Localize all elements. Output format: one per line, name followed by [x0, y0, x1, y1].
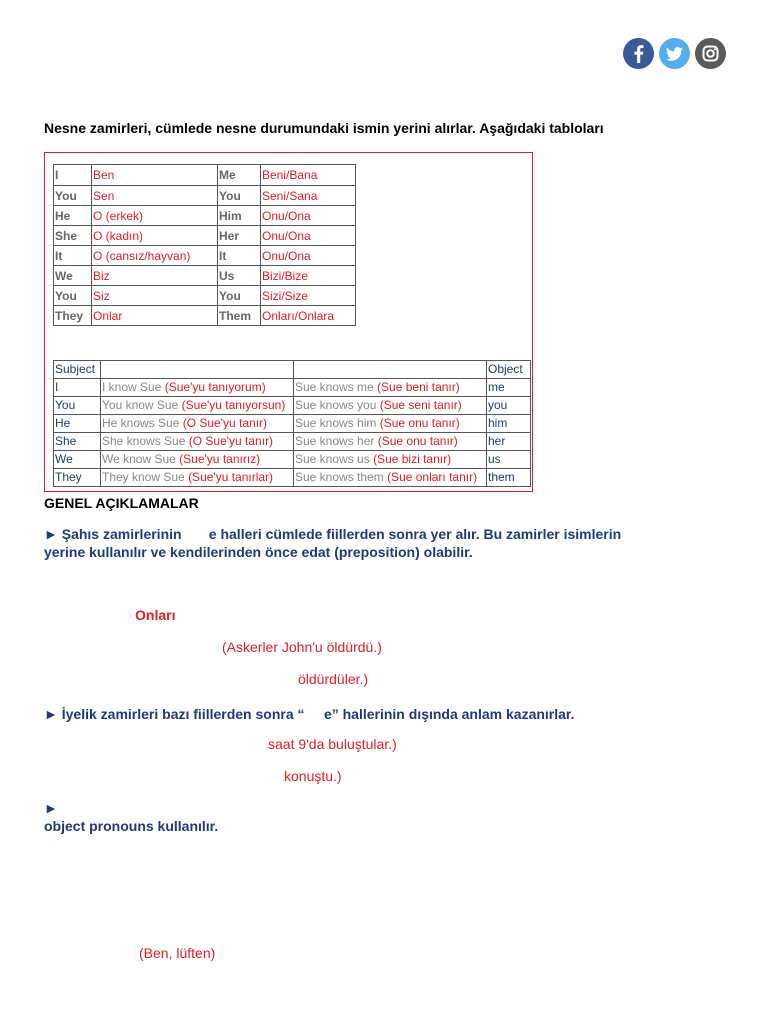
table-cell: Them: [218, 306, 261, 326]
table-cell: [294, 379, 487, 397]
object-pronoun: us: [488, 452, 501, 466]
table-cell: Ben: [92, 165, 218, 186]
paragraph-1-line-1: ► Şahıs zamirlerinin e halleri cümlede fiillerden sonra yer alır. Bu zamirler isimlerin: [44, 526, 622, 542]
example-sentence: He knows Sue: [102, 416, 180, 430]
example-sentence: We know Sue: [102, 452, 176, 466]
subject-pronoun: I: [55, 380, 59, 394]
table-cell: Onu/Ona: [261, 206, 356, 226]
example-sentence: Sue knows them: [295, 470, 384, 484]
facebook-icon[interactable]: [623, 38, 654, 69]
example-translation: (O Sue'yu tanır): [188, 434, 274, 448]
example-sentence: You know Sue: [102, 398, 179, 412]
table-cell: Sizi/Size: [261, 286, 356, 306]
table-row: [54, 165, 356, 186]
table-cell: [487, 379, 531, 397]
table-cell: Siz: [92, 286, 218, 306]
table-row: [54, 306, 356, 326]
section-heading: GENEL AÇIKLAMALAR: [44, 495, 199, 511]
table-cell: [54, 415, 101, 433]
table-cell: [54, 433, 101, 451]
object-pronoun: me: [488, 380, 505, 394]
table-cell: Onları/Onlara: [261, 306, 356, 326]
table-cell: [54, 397, 101, 415]
table-cell: Him: [218, 206, 261, 226]
paragraph-3-line-1: ►: [44, 800, 58, 816]
table-cell: [101, 433, 294, 451]
table-cell: [487, 433, 531, 451]
table-cell: [54, 469, 101, 487]
table-row: [54, 379, 531, 397]
table-row: [54, 397, 531, 415]
subject-pronoun: They: [55, 470, 82, 484]
example-translation: (Sue'yu tanırlar): [188, 470, 274, 484]
table-header-row: [54, 361, 531, 379]
example-translation: (Sue'yu tanıyorum): [164, 380, 266, 394]
table-row: [54, 469, 531, 487]
example-table: [53, 360, 531, 487]
table-cell: [54, 451, 101, 469]
table-cell: Onlar: [92, 306, 218, 326]
table-cell: [294, 469, 487, 487]
table-cell: Onu/Ona: [261, 246, 356, 266]
subject-pronoun: We: [55, 452, 73, 466]
table-cell: Bizi/Bize: [261, 266, 356, 286]
table-cell: It: [54, 246, 92, 266]
example-translation: (Sue onu tanır): [379, 416, 460, 430]
table-cell: It: [218, 246, 261, 266]
example-sentence: Sue knows you: [295, 398, 377, 412]
example-word: Onları: [135, 607, 176, 623]
paragraph-2: ► İyelik zamirleri bazı fiillerden sonra “ e” hallerinin dışında anlam kazanırlar.: [44, 706, 575, 722]
table-row: [54, 246, 356, 266]
table-row: [54, 286, 356, 306]
example-translation: (Sue seni tanır): [379, 398, 462, 412]
table-cell: Biz: [92, 266, 218, 286]
table-row: [54, 433, 531, 451]
table-row: [54, 206, 356, 226]
table-cell: Us: [218, 266, 261, 286]
example-translation: (Ben, lüften): [139, 945, 216, 961]
table-cell: [101, 415, 294, 433]
example-sentence: They know Sue: [102, 470, 185, 484]
table-cell: [294, 397, 487, 415]
table-cell: Sen: [92, 186, 218, 206]
table-cell: [487, 451, 531, 469]
table-row: [54, 266, 356, 286]
example-sentence: She knows Sue: [102, 434, 186, 448]
table-cell: O (kadın): [92, 226, 218, 246]
table-cell: [101, 451, 294, 469]
object-pronoun: her: [488, 434, 506, 448]
table-cell: O (erkek): [92, 206, 218, 226]
table-row: [54, 226, 356, 246]
table-cell: You: [54, 186, 92, 206]
example-translation: (Askerler John'u öldürdü.): [222, 639, 382, 655]
object-pronoun: him: [488, 416, 508, 430]
subject-pronoun: You: [55, 398, 76, 412]
example-translation: (Sue'yu tanıyorsun): [181, 398, 286, 412]
table-cell: They: [54, 306, 92, 326]
example-translation: (Sue bizi tanır): [373, 452, 452, 466]
table-cell: She: [54, 226, 92, 246]
table-cell: Beni/Bana: [261, 165, 356, 186]
table-cell: You: [54, 286, 92, 306]
instagram-icon[interactable]: [695, 38, 726, 69]
table-cell: [294, 433, 487, 451]
example-sentence: Sue knows us: [295, 452, 370, 466]
table-cell: Her: [218, 226, 261, 246]
table-cell: I: [54, 165, 92, 186]
example-translation: (Sue'yu tanırız): [179, 452, 261, 466]
table-row: [54, 451, 531, 469]
table-cell: [487, 397, 531, 415]
example-sentence: Sue knows me: [295, 380, 374, 394]
table-cell: We: [54, 266, 92, 286]
header-cell: [294, 361, 487, 379]
pronoun-table: [53, 164, 356, 326]
table-cell: Me: [218, 165, 261, 186]
table-cell: Onu/Ona: [261, 226, 356, 246]
table-cell: You: [218, 286, 261, 306]
table-cell: O (cansız/hayvan): [92, 246, 218, 266]
table-cell: You: [218, 186, 261, 206]
subject-pronoun: He: [55, 416, 71, 430]
table-cell: [101, 379, 294, 397]
table-cell: [101, 397, 294, 415]
table-cell: [487, 469, 531, 487]
social-links: [623, 38, 726, 69]
example-translation: öldürdüler.): [298, 671, 369, 687]
example-translation: saat 9'da buluştular.): [268, 736, 397, 752]
table-cell: [101, 469, 294, 487]
table-cell: [54, 379, 101, 397]
table-cell: [487, 415, 531, 433]
header-cell: [101, 361, 294, 379]
table-row: [54, 415, 531, 433]
table-row: [54, 186, 356, 206]
example-translation: (Sue onları tanır): [387, 470, 478, 484]
object-pronoun: them: [488, 470, 515, 484]
example-translation: konuştu.): [284, 768, 342, 784]
intro-text: Nesne zamirleri, cümlede nesne durumundaki ismin yerini alırlar. Aşağıdaki tabloları: [44, 120, 604, 136]
example-sentence: I know Sue: [102, 380, 162, 394]
example-sentence: Sue knows him: [295, 416, 377, 430]
header-cell: Object: [487, 361, 531, 379]
table-cell: [294, 451, 487, 469]
paragraph-1-line-2: yerine kullanılır ve kendilerinden önce edat (preposition) olabilir.: [44, 544, 473, 560]
object-pronoun: you: [488, 398, 508, 412]
example-translation: (Sue beni tanır): [377, 380, 460, 394]
example-sentence: Sue knows her: [295, 434, 375, 448]
table-cell: [294, 415, 487, 433]
subject-pronoun: She: [55, 434, 77, 448]
paragraph-3-line-2: object pronouns kullanılır.: [44, 818, 219, 834]
table-cell: He: [54, 206, 92, 226]
table-cell: Seni/Sana: [261, 186, 356, 206]
example-translation: (O Sue'yu tanır): [182, 416, 268, 430]
example-translation: (Sue onu tanır): [377, 434, 458, 448]
header-cell: Subject: [54, 361, 101, 379]
twitter-icon[interactable]: [659, 38, 690, 69]
